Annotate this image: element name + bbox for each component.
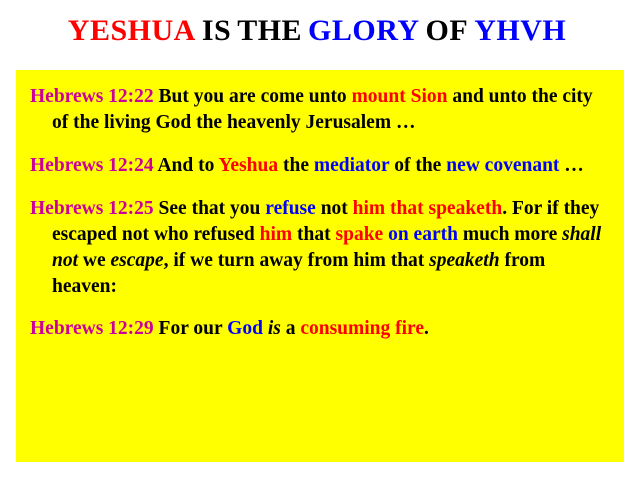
verse-text-segment: Yeshua [218, 154, 279, 176]
title-word-2: IS [201, 14, 232, 47]
verse-text-segment: a [280, 318, 301, 340]
verse-text-segment: escape [110, 249, 164, 271]
verse-text-segment: . [424, 318, 429, 340]
verse-panel [16, 70, 624, 462]
title-word-4: GLORY [308, 14, 420, 47]
title-word-1: YESHUA [67, 14, 196, 47]
verse-block [30, 84, 610, 136]
verse-text-segment: refuse [265, 197, 316, 219]
verse-text-segment: For our [153, 318, 228, 340]
verse-text-segment: , if we turn away from him that [163, 249, 430, 271]
verse-text-segment: we [78, 249, 111, 271]
title-word-3: THE [237, 14, 303, 47]
title-word-6: YHVH [474, 14, 567, 47]
verse-text-segment: the [278, 154, 314, 176]
verse-text-segment: not [315, 197, 353, 219]
verse-text-segment: new covenant [446, 154, 560, 176]
verse-text-segment: is [267, 318, 281, 340]
verse-reference: Hebrews 12:22 [30, 86, 154, 107]
verse-reference: Hebrews 12:24 [30, 154, 154, 176]
verse-text-segment: spake [335, 223, 384, 245]
verse-block [30, 316, 610, 342]
verse-text-segment: much more [457, 223, 563, 245]
slide-title [0, 0, 640, 55]
verse-text-segment: speaketh [429, 249, 500, 271]
verse-text-segment: him that speaketh [352, 197, 503, 219]
verse-text-segment: See that you [153, 197, 266, 219]
verse-text-segment: on earth [388, 223, 458, 245]
verse-block [30, 153, 610, 179]
verse-text-segment: and unto the city of the living God the heavenly Jerusalem … [52, 86, 593, 133]
verse-text-segment: mount Sion [351, 86, 448, 107]
verse-text-segment: And to [153, 154, 219, 176]
title-word-5: OF [425, 14, 469, 47]
verse-text-segment: shall not [52, 223, 602, 271]
verse-text-segment: But you are come unto [153, 86, 352, 107]
verse-block [30, 196, 610, 300]
verse-reference: Hebrews 12:25 [30, 197, 154, 219]
verse-text-segment: consuming fire [300, 318, 425, 340]
verse-text-segment: from heaven: [52, 249, 546, 297]
verse-text-segment: … [559, 154, 584, 176]
verse-text-segment: . For if they escaped not who refused [52, 197, 600, 245]
verse-text-segment: him [259, 223, 293, 245]
verse-text-segment: God [227, 318, 263, 340]
verse-text-segment: of the [389, 154, 447, 176]
verse-text-segment: that [292, 223, 336, 245]
verse-text-segment: mediator [313, 154, 390, 176]
verse-reference: Hebrews 12:29 [30, 318, 154, 340]
